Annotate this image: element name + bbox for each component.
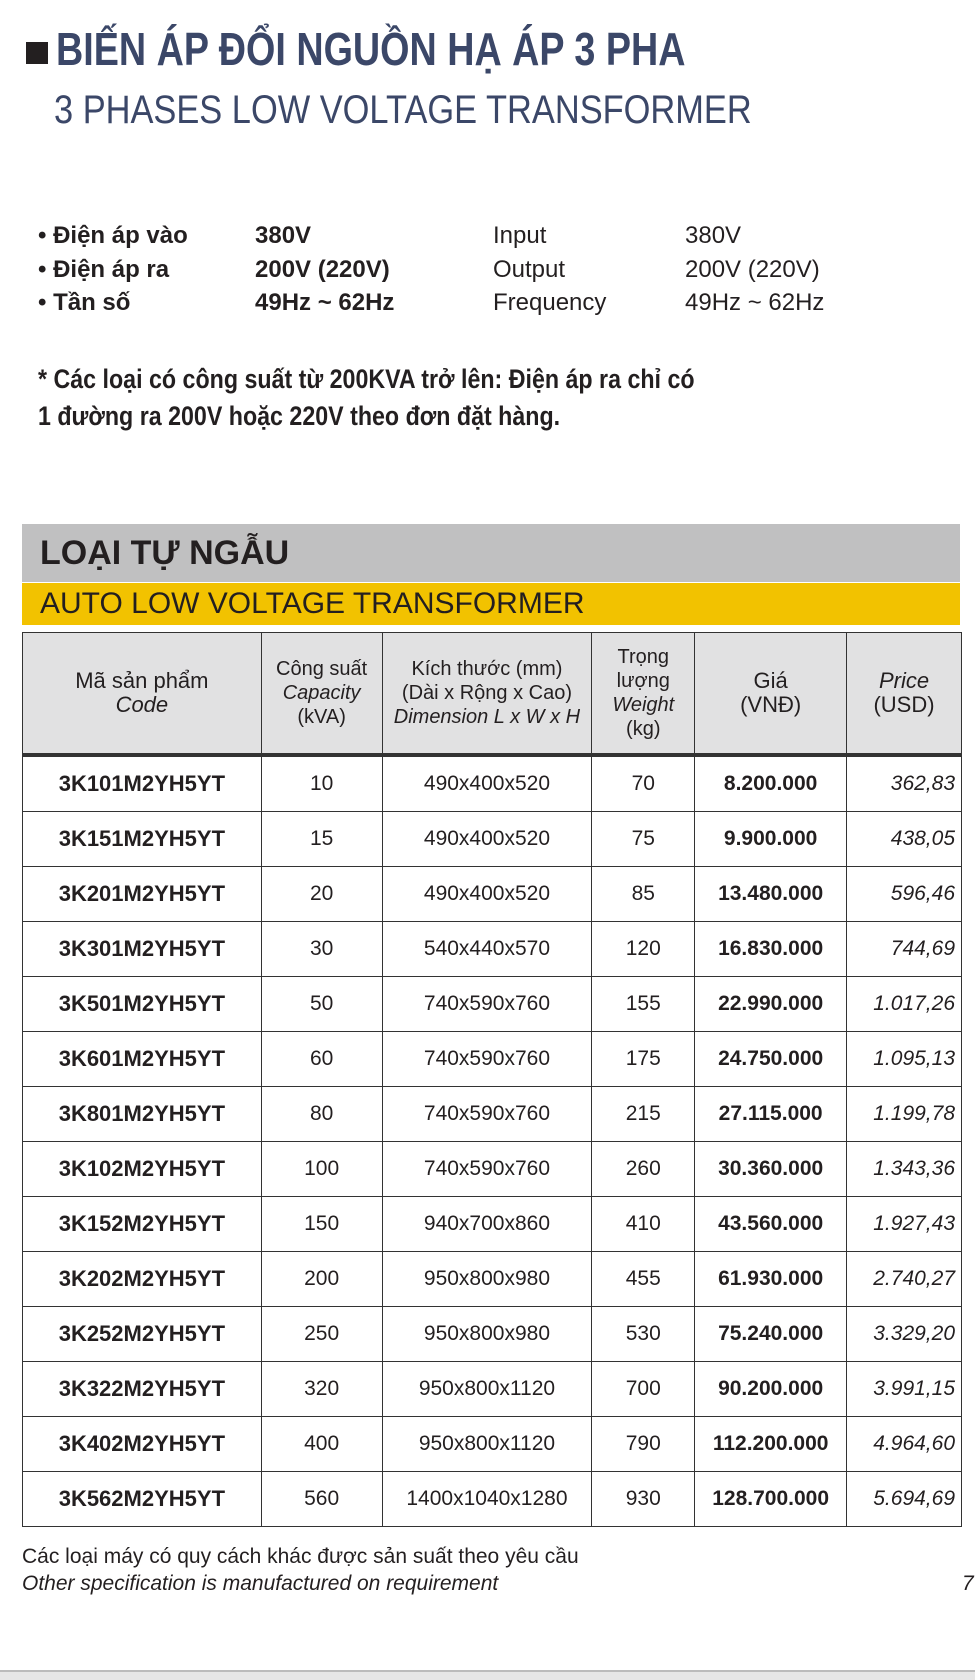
spec-label-en xyxy=(493,222,546,250)
table-row xyxy=(23,1252,962,1307)
dimension-cell: 950x800x1120 xyxy=(382,1417,592,1472)
header-line: (kg) xyxy=(626,718,661,740)
capacity-cell: 10 xyxy=(261,755,382,812)
price-vnd-cell: 90.200.000 xyxy=(695,1362,847,1417)
price-vnd-cell: 75.240.000 xyxy=(695,1307,847,1362)
capacity-cell: 560 xyxy=(261,1472,382,1527)
weight-cell: 700 xyxy=(592,1362,695,1417)
weight-cell: 85 xyxy=(592,867,695,922)
code-cell: 3K322M2YH5YT xyxy=(23,1362,262,1417)
spec-text: Điện áp vào xyxy=(53,222,188,249)
price-vnd-cell: 22.990.000 xyxy=(695,977,847,1032)
note-line-2 xyxy=(38,401,645,432)
dimension-cell: 950x800x1120 xyxy=(382,1362,592,1417)
spec-value-vi xyxy=(255,256,390,284)
price-usd-cell: 1.927,43 xyxy=(847,1197,962,1252)
bottom-bar xyxy=(0,1670,975,1680)
spec-text: 200V (220V) xyxy=(685,256,820,283)
note-text: 1 đường ra 200V hoặc 220V theo đơn đặt hàng. xyxy=(38,401,561,431)
code-cell: 3K402M2YH5YT xyxy=(23,1417,262,1472)
bullet-icon: • xyxy=(38,256,54,283)
weight-cell: 455 xyxy=(592,1252,695,1307)
price-usd-cell: 596,46 xyxy=(847,867,962,922)
price-vnd-cell: 13.480.000 xyxy=(695,867,847,922)
spec-label-vi xyxy=(38,289,130,317)
price-vnd-cell: 16.830.000 xyxy=(695,922,847,977)
bullet-icon: • xyxy=(38,222,54,249)
header-line: (USD) xyxy=(873,692,935,717)
bullet-icon: • xyxy=(38,289,54,316)
code-cell: 3K562M2YH5YT xyxy=(23,1472,262,1527)
table-row xyxy=(23,1417,962,1472)
spec-label-vi xyxy=(38,222,188,250)
price-usd-cell: 1.343,36 xyxy=(847,1142,962,1197)
code-cell: 3K152M2YH5YT xyxy=(23,1197,262,1252)
price-usd-cell: 4.964,60 xyxy=(847,1417,962,1472)
weight-cell: 75 xyxy=(592,812,695,867)
header-line: (kVA) xyxy=(297,706,346,728)
table-row xyxy=(23,755,962,812)
column-header xyxy=(23,633,262,756)
code-cell: 3K102M2YH5YT xyxy=(23,1142,262,1197)
spec-text: Điện áp ra xyxy=(53,256,170,283)
price-usd-cell: 438,05 xyxy=(847,812,962,867)
code-cell: 3K202M2YH5YT xyxy=(23,1252,262,1307)
subtitle-text: 3 PHASES LOW VOLTAGE TRANSFORMER xyxy=(54,88,752,132)
weight-cell: 175 xyxy=(592,1032,695,1087)
spec-text: 380V xyxy=(255,222,312,249)
header-line: Giá xyxy=(753,668,788,693)
dimension-cell: 950x800x980 xyxy=(382,1252,592,1307)
table-row xyxy=(23,1307,962,1362)
column-header xyxy=(382,633,592,756)
square-bullet-icon xyxy=(26,42,48,64)
table-row xyxy=(23,1032,962,1087)
column-header xyxy=(695,633,847,756)
header-line: Công suất xyxy=(276,658,368,680)
spec-text: Output xyxy=(493,256,566,283)
capacity-cell: 15 xyxy=(261,812,382,867)
code-cell: 3K601M2YH5YT xyxy=(23,1032,262,1087)
code-cell: 3K301M2YH5YT xyxy=(23,922,262,977)
spec-text: 49Hz ~ 62Hz xyxy=(685,289,825,316)
weight-cell: 120 xyxy=(592,922,695,977)
header-line: Kích thước (mm) xyxy=(411,658,563,680)
spec-value-vi xyxy=(255,222,311,250)
dimension-cell: 740x590x760 xyxy=(382,1142,592,1197)
capacity-cell: 100 xyxy=(261,1142,382,1197)
table-row xyxy=(23,1362,962,1417)
header-line: Trọng lượng xyxy=(616,646,670,692)
price-vnd-cell: 112.200.000 xyxy=(695,1417,847,1472)
capacity-cell: 20 xyxy=(261,867,382,922)
price-vnd-cell: 61.930.000 xyxy=(695,1252,847,1307)
spec-text: Frequency xyxy=(493,289,607,316)
note-text: * Các loại có công suất từ 200KVA trở lên: Điện áp ra chỉ có xyxy=(38,364,695,394)
header-line: Price xyxy=(878,668,930,693)
column-header xyxy=(847,633,962,756)
table-row xyxy=(23,1087,962,1142)
weight-cell: 215 xyxy=(592,1087,695,1142)
header-line: Dimension L x W x H xyxy=(393,706,581,728)
table-row xyxy=(23,977,962,1032)
capacity-cell: 80 xyxy=(261,1087,382,1142)
capacity-cell: 60 xyxy=(261,1032,382,1087)
capacity-cell: 320 xyxy=(261,1362,382,1417)
spec-text: Tần số xyxy=(53,289,131,316)
header-line: Capacity xyxy=(282,682,361,704)
capacity-cell: 30 xyxy=(261,922,382,977)
table-row xyxy=(23,922,962,977)
weight-cell: 530 xyxy=(592,1307,695,1362)
price-usd-cell: 1.017,26 xyxy=(847,977,962,1032)
weight-cell: 930 xyxy=(592,1472,695,1527)
weight-cell: 410 xyxy=(592,1197,695,1252)
price-usd-cell: 3.991,15 xyxy=(847,1362,962,1417)
header-line: (Dài x Rộng x Cao) xyxy=(401,682,572,704)
weight-cell: 155 xyxy=(592,977,695,1032)
table-row xyxy=(23,1197,962,1252)
dimension-cell: 1400x1040x1280 xyxy=(382,1472,592,1527)
spec-value-vi xyxy=(255,289,394,317)
dimension-cell: 490x400x520 xyxy=(382,867,592,922)
table-body xyxy=(23,755,962,1527)
code-cell: 3K151M2YH5YT xyxy=(23,812,262,867)
table-row xyxy=(23,1472,962,1527)
footer-note-en: Other specification is manufactured on requirement xyxy=(22,1572,499,1595)
price-table xyxy=(22,632,962,1527)
price-usd-cell: 2.740,27 xyxy=(847,1252,962,1307)
code-cell: 3K501M2YH5YT xyxy=(23,977,262,1032)
page-number: 7 xyxy=(962,1572,974,1595)
dimension-cell: 490x400x520 xyxy=(382,812,592,867)
spec-value-en xyxy=(685,256,820,284)
price-vnd-cell: 43.560.000 xyxy=(695,1197,847,1252)
code-cell: 3K201M2YH5YT xyxy=(23,867,262,922)
header-line: Code xyxy=(115,692,169,717)
spec-text: Input xyxy=(493,222,547,249)
header-line: Weight xyxy=(612,694,675,716)
dimension-cell: 740x590x760 xyxy=(382,1032,592,1087)
section-subtitle-band xyxy=(22,583,960,625)
price-usd-cell: 3.329,20 xyxy=(847,1307,962,1362)
page-title xyxy=(26,22,824,76)
price-usd-cell: 744,69 xyxy=(847,922,962,977)
weight-cell: 70 xyxy=(592,755,695,812)
column-header xyxy=(261,633,382,756)
table-row xyxy=(23,812,962,867)
dimension-cell: 950x800x980 xyxy=(382,1307,592,1362)
price-usd-cell: 1.095,13 xyxy=(847,1032,962,1087)
price-usd-cell: 1.199,78 xyxy=(847,1087,962,1142)
price-vnd-cell: 9.900.000 xyxy=(695,812,847,867)
section-title-band xyxy=(22,524,960,582)
header-line: (VNĐ) xyxy=(740,692,802,717)
title-text: BIẾN ÁP ĐỔI NGUỒN HẠ ÁP 3 PHA xyxy=(56,23,686,75)
price-vnd-cell: 24.750.000 xyxy=(695,1032,847,1087)
table-row xyxy=(23,867,962,922)
note-line-1 xyxy=(38,364,801,395)
section-subtitle: AUTO LOW VOLTAGE TRANSFORMER xyxy=(40,587,585,620)
spec-label-vi xyxy=(38,256,169,284)
header-line: Mã sản phẩm xyxy=(75,668,209,693)
capacity-cell: 50 xyxy=(261,977,382,1032)
price-usd-cell: 362,83 xyxy=(847,755,962,812)
spec-text: 49Hz ~ 62Hz xyxy=(255,289,395,316)
code-cell: 3K252M2YH5YT xyxy=(23,1307,262,1362)
weight-cell: 790 xyxy=(592,1417,695,1472)
spec-text: 380V xyxy=(685,222,742,249)
price-vnd-cell: 8.200.000 xyxy=(695,755,847,812)
dimension-cell: 740x590x760 xyxy=(382,977,592,1032)
spec-text: 200V (220V) xyxy=(255,256,390,283)
price-usd-cell: 5.694,69 xyxy=(847,1472,962,1527)
section-title: LOẠI TỰ NGẪU xyxy=(40,534,290,572)
spec-label-en xyxy=(493,256,565,284)
dimension-cell: 740x590x760 xyxy=(382,1087,592,1142)
spec-value-en xyxy=(685,222,741,250)
spec-label-en xyxy=(493,289,606,317)
page-subtitle xyxy=(54,88,865,133)
dimension-cell: 540x440x570 xyxy=(382,922,592,977)
code-cell: 3K801M2YH5YT xyxy=(23,1087,262,1142)
price-vnd-cell: 128.700.000 xyxy=(695,1472,847,1527)
price-vnd-cell: 27.115.000 xyxy=(695,1087,847,1142)
capacity-cell: 250 xyxy=(261,1307,382,1362)
code-cell: 3K101M2YH5YT xyxy=(23,755,262,812)
footer-note-vi: Các loại máy có quy cách khác được sản suất theo yêu cầu xyxy=(22,1545,579,1568)
table-row xyxy=(23,1142,962,1197)
weight-cell: 260 xyxy=(592,1142,695,1197)
capacity-cell: 150 xyxy=(261,1197,382,1252)
price-vnd-cell: 30.360.000 xyxy=(695,1142,847,1197)
spec-value-en xyxy=(685,289,824,317)
dimension-cell: 940x700x860 xyxy=(382,1197,592,1252)
column-header xyxy=(592,633,695,756)
dimension-cell: 490x400x520 xyxy=(382,755,592,812)
capacity-cell: 400 xyxy=(261,1417,382,1472)
table-header-row xyxy=(23,633,962,756)
capacity-cell: 200 xyxy=(261,1252,382,1307)
